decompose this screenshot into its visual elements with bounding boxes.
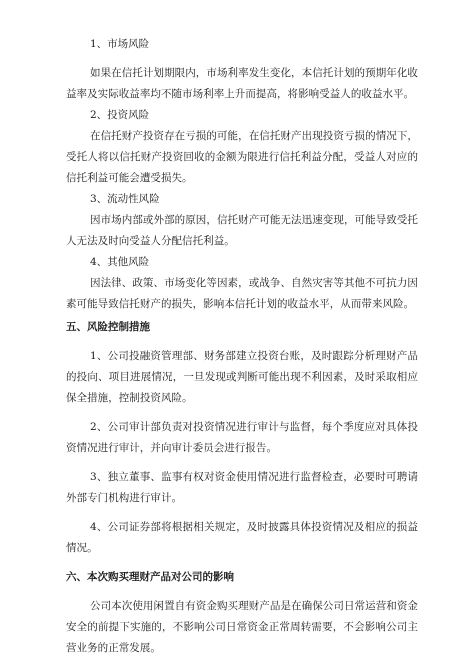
risk-liquidity-body: 因市场内部或外部的原因，信托财产可能无法迅速变现，可能导致受托人无法及时向受益人分配信托利益。 xyxy=(66,214,418,247)
control-item-4: 4、公司证券部将根据相关规定，及时披露具体投资情况及相应的损益情况。 xyxy=(66,521,418,554)
impact-body: 公司本次使用闲置自有资金购买理财产品是在确保公司日常运营和资金安全的前提下实施的，不影响公司日常资金正常周转需要，不会影响公司主营业务的正常发展。 xyxy=(66,600,418,654)
control-item-2: 2、公司审计部负责对投资情况进行审计与监督，每个季度应对具体投资情况进行审计，并向审计委员会进行报告。 xyxy=(66,421,418,454)
risk-liquidity-title: 3、流动性风险 xyxy=(90,193,160,205)
risk-investment-title: 2、投资风险 xyxy=(90,109,150,121)
section-heading-impact: 六、本次购买理财产品对公司的影响 xyxy=(66,571,234,583)
section-heading-risk-control: 五、风险控制措施 xyxy=(66,321,150,333)
risk-other-body: 因法律、政策、市场变化等因素，或战争、自然灾害等其他不可抗力因素可能导致信托财产的损失，影响本信托计划的收益水平，从而带来风险。 xyxy=(66,277,418,310)
control-item-1: 1、公司投融资管理部、财务部建立投资台账，及时跟踪分析理财产品的投向、项目进展情况，一旦发现或判断可能出现不利因素，及时采取相应保全措施，控制投资风险。 xyxy=(66,350,418,404)
control-item-3: 3、独立董事、监事有权对资金使用情况进行监督检查，必要时可聘请外部专门机构进行审计。 xyxy=(66,471,418,504)
risk-market-title: 1、市场风险 xyxy=(90,38,150,50)
risk-investment-body: 在信托财产投资存在亏损的可能，在信托财产出现投资亏损的情况下，受托人将以信托财产投资回收的金额为限进行信托利益分配，受益人对应的信托利益可能会遭受损失。 xyxy=(66,130,418,184)
risk-market-body: 如果在信托计划期限内，市场利率发生变化，本信托计划的预期年化收益率及实际收益率均不随市场利率上升而提高，将影响受益人的收益水平。 xyxy=(66,67,418,100)
risk-other-title: 4、其他风险 xyxy=(90,256,150,268)
document-content xyxy=(66,34,418,659)
